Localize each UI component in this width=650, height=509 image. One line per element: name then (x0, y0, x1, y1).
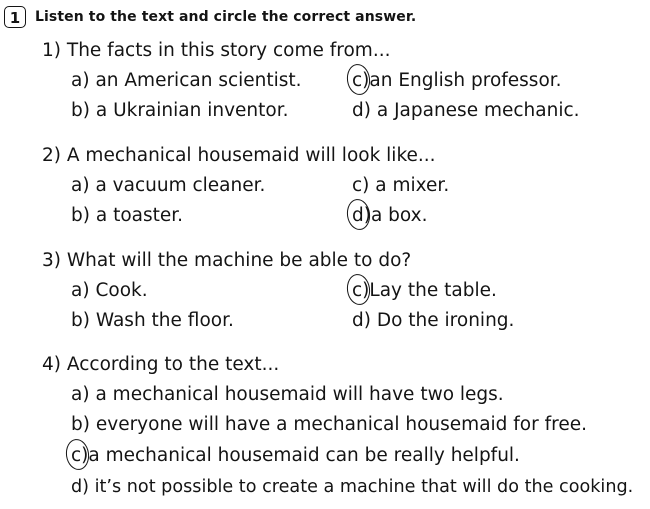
option-letter: b) (71, 310, 90, 331)
option-text: it’s not possible to create a machine that will do the cooking. (94, 477, 634, 497)
question-3-text: What will the machine be able to do? (66, 250, 412, 271)
question-3-option-a[interactable] (71, 279, 148, 303)
question-2-text: A mechanical housemaid will look like... (66, 145, 436, 166)
question-2-option-c[interactable] (352, 174, 449, 198)
answer-circle-mark: d) (352, 205, 371, 226)
question-1-option-d[interactable] (352, 99, 580, 123)
option-letter: b) (71, 205, 90, 226)
option-letter: b) (71, 414, 90, 435)
question-1-option-a[interactable] (71, 69, 302, 93)
option-text: an English professor. (369, 70, 562, 91)
question-3-option-d[interactable] (352, 309, 514, 333)
question-4-option-d[interactable] (71, 475, 633, 499)
answer-circle-mark: c) (352, 280, 370, 301)
option-text: everyone will have a mechanical housemaid for free. (95, 414, 587, 435)
option-letter: a) (71, 70, 90, 91)
question-4-option-c[interactable] (71, 444, 520, 468)
option-text: a mixer. (375, 175, 450, 196)
question-2-option-b[interactable] (71, 204, 183, 228)
option-letter: d) (71, 477, 90, 497)
option-text: a vacuum cleaner. (95, 175, 266, 196)
question-2 (42, 144, 436, 168)
question-4-option-a[interactable] (71, 383, 504, 407)
task-header (4, 4, 416, 30)
option-text: Wash the floor. (95, 310, 234, 331)
question-1-text: The facts in this story come from... (66, 40, 391, 61)
answer-circle-mark: c) (71, 445, 89, 466)
question-2-label: 2) (42, 145, 61, 166)
option-text: a mechanical housemaid can be really helpful. (88, 445, 520, 466)
option-letter: a) (71, 384, 90, 405)
question-1-option-b[interactable] (71, 99, 289, 123)
option-letter: a) (71, 175, 90, 196)
option-text: a Ukrainian inventor. (95, 100, 289, 121)
option-text: a toaster. (95, 205, 184, 226)
question-1-label: 1) (42, 40, 61, 61)
option-text: a Japanese mechanic. (376, 100, 580, 121)
question-1 (42, 39, 390, 63)
question-3 (42, 249, 411, 273)
question-3-option-c[interactable] (352, 279, 497, 303)
option-text: an American scientist. (95, 70, 302, 91)
question-3-option-b[interactable] (71, 309, 234, 333)
option-letter: d) (352, 310, 371, 331)
question-4-label: 4) (42, 354, 61, 375)
question-4 (42, 353, 279, 377)
question-4-text: According to the text... (66, 354, 280, 375)
option-letter: b) (71, 100, 90, 121)
question-3-label: 3) (42, 250, 61, 271)
task-number-badge: 1 (4, 6, 26, 28)
question-2-option-d[interactable] (352, 204, 428, 228)
option-text: Do the ironing. (376, 310, 515, 331)
option-letter: a) (71, 280, 90, 301)
option-text: Lay the table. (369, 280, 497, 301)
option-letter: d) (352, 100, 371, 121)
question-4-option-b[interactable] (71, 413, 587, 437)
task-instruction: Listen to the text and circle the correct answer. (35, 9, 417, 25)
option-text: Cook. (95, 280, 148, 301)
option-text: a box. (370, 205, 428, 226)
question-2-option-a[interactable] (71, 174, 265, 198)
answer-circle-mark: c) (352, 70, 370, 91)
question-1-option-c[interactable] (352, 69, 562, 93)
option-text: a mechanical housemaid will have two legs. (95, 384, 504, 405)
option-letter: c) (352, 175, 370, 196)
